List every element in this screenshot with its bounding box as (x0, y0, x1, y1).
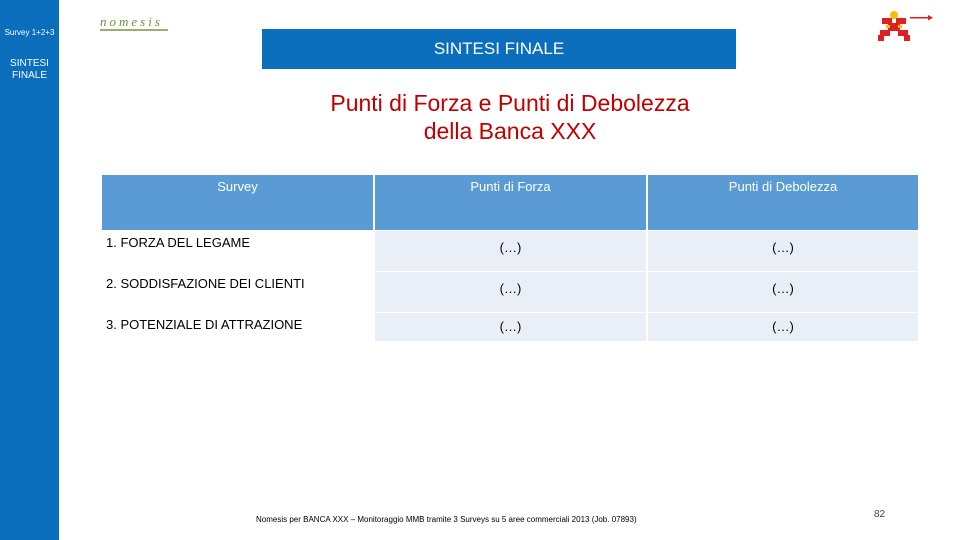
section-header-bar (262, 29, 736, 69)
survey-cell: 3. POTENZIALE DI ATTRAZIONE (102, 313, 373, 341)
table-row (102, 231, 918, 271)
slide-title (240, 89, 780, 145)
slide-title-line2: della Banca XXX (423, 118, 597, 144)
survey-cell: 2. SODDISFAZIONE DEI CLIENTI (102, 272, 373, 312)
logo-underline (100, 29, 168, 31)
nomesis-logo (100, 14, 172, 36)
forza-value: (…) (499, 318, 522, 334)
summary-table (102, 175, 918, 341)
forza-value: (…) (499, 280, 522, 296)
sidebar (0, 0, 59, 540)
debolezza-cell (648, 313, 918, 341)
debolezza-value: (…) (772, 280, 794, 296)
column-header-punti-forza: Punti di Forza (375, 175, 646, 230)
page-number: 82 (874, 509, 886, 520)
table-row (102, 272, 918, 312)
forza-value: (…) (499, 239, 522, 255)
table-row (102, 313, 918, 341)
sidebar-survey-label: Survey 1+2+3 (4, 28, 55, 37)
slide-title-line1: Punti di Forza e Punti di Debolezza (330, 90, 690, 116)
column-header-punti-debolezza: Punti di Debolezza (648, 175, 918, 230)
logo-text: nomesis (100, 14, 163, 29)
column-header-survey: Survey (102, 175, 373, 230)
debolezza-value: (…) (772, 239, 794, 255)
table-header-row (102, 175, 918, 230)
forza-cell (375, 272, 646, 312)
sidebar-section-label: SINTESI FINALE (10, 58, 49, 81)
debolezza-value: (…) (772, 318, 794, 334)
forza-cell (375, 313, 646, 341)
debolezza-cell (648, 272, 918, 312)
forza-cell (375, 231, 646, 271)
footer-note: Nomesis per BANCA XXX – Monitoraggio MMB tramite 3 Surveys su 5 aree commerciali 2013 (Job. 07893) (256, 515, 637, 524)
debolezza-cell (648, 231, 918, 271)
mascot-logo-icon (872, 10, 934, 44)
survey-cell: 1. FORZA DEL LEGAME (102, 231, 373, 271)
section-header-title: SINTESI FINALE (433, 39, 565, 58)
